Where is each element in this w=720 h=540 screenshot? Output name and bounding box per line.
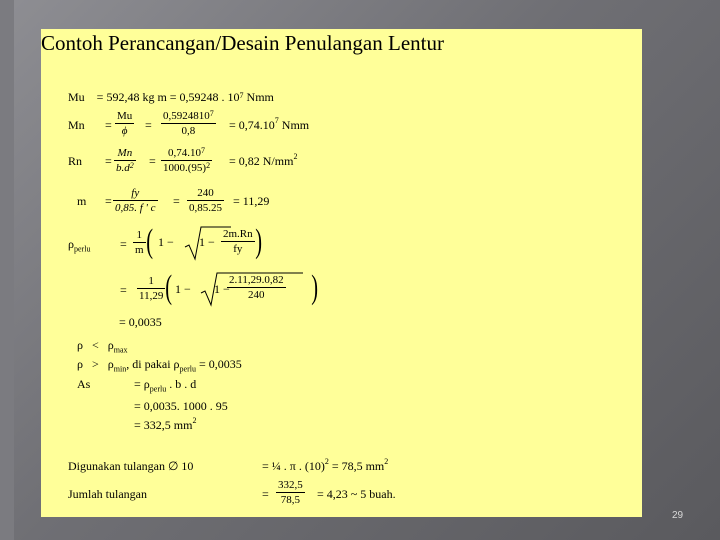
cmp1-b: ρ <box>107 338 114 352</box>
mn-label: Mn <box>68 118 85 132</box>
m-frac1 <box>113 187 158 214</box>
rho-frac2-den: fy <box>233 243 243 255</box>
mu-line <box>68 91 274 104</box>
rn-result-exp: 2 <box>293 152 298 161</box>
rn-frac2-den: 1000.(95) <box>163 162 207 174</box>
rn-result <box>229 154 297 169</box>
slide-left-strip <box>0 0 14 540</box>
as-line3 <box>134 418 196 433</box>
as-line1 <box>134 377 196 393</box>
as-line3-exp: 2 <box>192 416 197 425</box>
m-eq2: = <box>173 194 180 208</box>
rn-label: Rn <box>68 154 83 168</box>
rn-frac2-num-exp: 7 <box>201 146 206 155</box>
rho2-eq: = <box>120 283 127 297</box>
m-result: = 11,29 <box>233 194 270 208</box>
mn-result-exp: 7 <box>274 116 279 125</box>
jum-frac-den: 78,5 <box>280 494 300 506</box>
mu-unit: Nmm <box>246 90 274 104</box>
as-line3-text: = 332,5 mm <box>134 418 193 432</box>
rho2-one: 1 − <box>175 282 191 296</box>
m-label: m <box>77 194 87 208</box>
rho-eq: = <box>120 237 127 251</box>
rho2-frac1-num: 1 <box>148 275 154 287</box>
m-eq: = <box>105 194 112 208</box>
rho3-result: = 0,0035 <box>119 315 162 329</box>
mn-result-unit: Nmm <box>281 118 310 132</box>
rn-frac2-num: 0,74.10 <box>168 147 202 159</box>
rho2-right-paren: ) <box>311 269 319 306</box>
cmp2-val: = 0,0035 <box>198 357 242 371</box>
mn-frac2 <box>161 110 216 137</box>
as-label: As <box>77 377 91 391</box>
cmp1-op: < <box>92 338 99 352</box>
as-line1-sub: perlu <box>149 384 167 394</box>
as-line1-a: = ρ <box>134 377 150 391</box>
rn-frac1-num: Mn <box>117 147 133 159</box>
cmp2-b: ρ <box>107 357 114 371</box>
dig-exp: 2 <box>324 457 329 466</box>
cmp1-b-sub: max <box>113 345 128 355</box>
mn-result <box>229 118 309 133</box>
page-number: 29 <box>672 510 684 521</box>
cmp2-op: > <box>92 357 99 371</box>
mn-frac1-den: ϕ <box>121 125 128 137</box>
mn-frac2-num: 0,5924810 <box>163 110 210 122</box>
mn-frac2-den: 0,8 <box>181 125 196 137</box>
rho2-frac2-num: 2.11,29.0,82 <box>229 274 284 286</box>
dig-line <box>262 459 388 474</box>
jum-frac-num: 332,5 <box>278 479 303 491</box>
m-frac1-num: fy <box>131 187 140 199</box>
rho-frac1-num: 1 <box>136 229 143 241</box>
jum-label: Jumlah tulangan <box>68 487 147 501</box>
rn-eq2: = <box>149 154 156 168</box>
m-frac1-den: 0,85. f ' c <box>115 202 156 214</box>
cmp2-line <box>77 357 242 373</box>
dig-label: Digunakan tulangan ∅ 10 <box>68 459 194 473</box>
m-frac2 <box>187 187 224 214</box>
as-line2: = 0,0035. 1000 . 95 <box>134 399 228 413</box>
rn-frac2 <box>161 147 212 174</box>
mn-frac1-num: Mu <box>117 110 133 122</box>
rho-frac1-den: m <box>135 244 144 256</box>
rho-right-paren: ) <box>255 223 263 260</box>
mu-value: = 592,48 kg m = 0,59248 . 10 <box>96 90 240 104</box>
jum-eq: = <box>262 487 269 501</box>
mu-label: Mu <box>68 90 85 104</box>
cmp2-b-sub: min <box>113 364 127 374</box>
cmp2-a: ρ <box>77 357 83 371</box>
rn-result-text: = 0,82 N/mm <box>229 154 294 168</box>
jum-frac <box>276 479 305 506</box>
as-line1-b: . b . d <box>169 377 197 391</box>
rho-one2: 1 − <box>199 235 215 249</box>
cmp2-sub2: perlu <box>179 364 196 374</box>
rn-frac1 <box>114 147 136 174</box>
mn-result-text: = 0,74.10 <box>229 118 275 132</box>
mu-exp: 7 <box>239 91 244 100</box>
rn-frac1-den-exp: 2 <box>129 161 134 170</box>
rho2-left-paren: ( <box>165 269 173 306</box>
rho2-frac2 <box>227 274 286 301</box>
rho-frac1 <box>133 229 146 256</box>
rho2-one2: 1 − <box>214 282 230 296</box>
rho-sub: perlu <box>74 244 91 254</box>
rho2-frac1-den: 11,29 <box>139 290 164 302</box>
jum-tail: = 4,23 ~ 5 buah. <box>317 487 396 501</box>
mn-frac1 <box>115 110 134 137</box>
cmp1-a: ρ <box>77 338 83 352</box>
dig-tail-exp: 2 <box>384 457 389 466</box>
mn-eq2: = <box>145 118 152 132</box>
rho2-frac1 <box>137 275 165 302</box>
mn-eq: = <box>105 118 112 132</box>
slide-title: Contoh Perancangan/Desain Penulangan Lentur <box>41 31 444 55</box>
cmp1-line <box>77 338 128 354</box>
dig-tail: = 78,5 mm <box>331 459 385 473</box>
content-panel <box>41 29 642 517</box>
rho-symbol: ρ <box>68 237 74 251</box>
rho-frac2 <box>221 228 255 255</box>
rho-one: 1 − <box>158 235 174 249</box>
rho-left-paren: ( <box>146 223 154 260</box>
rho-frac2-num: 2m.Rn <box>223 228 253 240</box>
rn-eq: = <box>105 154 112 168</box>
mn-frac2-num-exp: 7 <box>209 109 214 118</box>
dig-text: = ¼ . π . (10) <box>262 459 325 473</box>
m-frac2-num: 240 <box>197 187 214 199</box>
rn-frac1-den: b.d <box>116 162 130 174</box>
m-frac2-den: 0,85.25 <box>189 202 222 214</box>
cmp2-text: , di pakai ρ <box>126 357 180 371</box>
rho-perlu-label <box>68 237 90 253</box>
rn-frac2-den-exp: 2 <box>206 161 211 170</box>
rho2-frac2-den: 240 <box>248 289 265 301</box>
